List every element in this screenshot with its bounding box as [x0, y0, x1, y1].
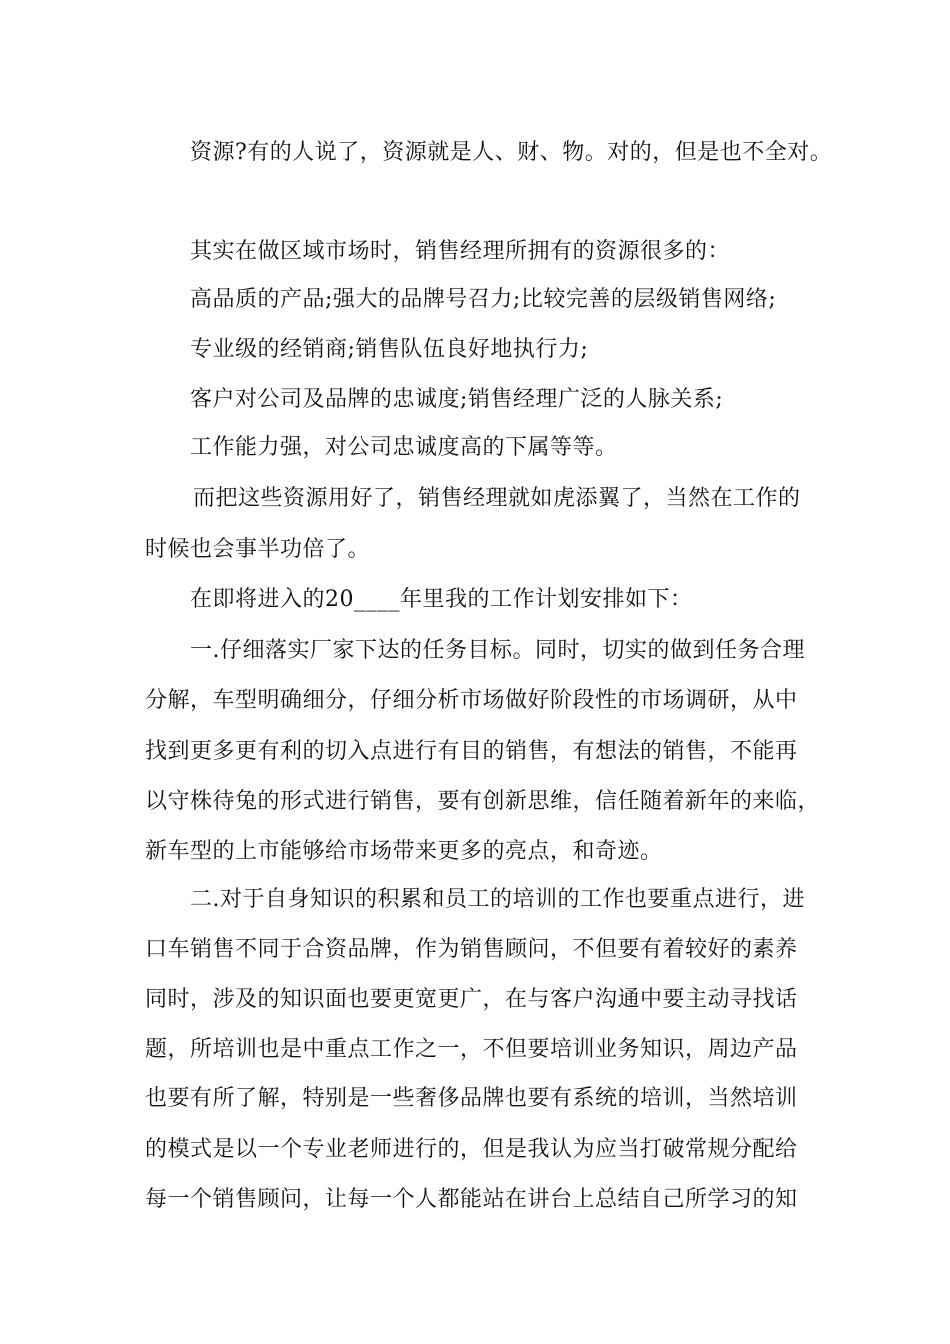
text-line	[0, 1180, 950, 1220]
text-line	[0, 980, 950, 1020]
text-line-content: 在即将进入的20____年里我的工作计划安排如下：	[190, 587, 693, 612]
text-line-content: 同时，涉及的知识面也要更宽更广，在与客户沟通中要主动寻找话	[145, 987, 798, 1012]
text-line-content: 口车销售不同于合资品牌，作为销售顾问，不但要有着较好的素养	[145, 937, 798, 962]
text-line-content: 以守株待兔的形式进行销售，要有创新思维，信任随着新年的来临，	[145, 789, 821, 814]
text-line-content: 时候也会事半功倍了。	[145, 537, 371, 562]
text-line-content: 每一个销售顾问，让每一个人都能站在讲台上总结自己所学习的知	[145, 1187, 798, 1212]
text-line-content: 题，所培训也是中重点工作之一，不但要培训业务知识，周边产品	[145, 1037, 798, 1062]
text-line-content: 其实在做区域市场时，销售经理所拥有的资源很多的：	[190, 239, 731, 264]
text-line	[0, 880, 950, 920]
text-line	[0, 232, 950, 272]
text-line	[0, 1130, 950, 1170]
text-line	[0, 133, 950, 173]
text-line	[0, 1030, 950, 1070]
text-line	[0, 330, 950, 370]
text-line-content: 一.仔细落实厂家下达的任务目标。同时，切实的做到任务合理	[190, 638, 805, 663]
text-line-content: 分解，车型明确细分，仔细分析市场做好阶段性的市场调研，从中	[145, 688, 798, 713]
text-line-content: 也要有所了解，特别是一些奢侈品牌也要有系统的培训，当然培训	[145, 1086, 798, 1111]
text-line	[0, 631, 950, 671]
text-line	[0, 280, 950, 320]
text-line	[0, 428, 950, 468]
text-line-content: 找到更多更有利的切入点进行有目的销售，有想法的销售，不能再	[145, 739, 798, 764]
text-line-content: 新车型的上市能够给市场带来更多的亮点，和奇迹。	[145, 839, 663, 864]
text-line	[0, 732, 950, 772]
text-line	[0, 832, 950, 872]
text-line-content: 二.对于自身知识的积累和员工的培训的工作也要重点进行，进	[190, 887, 805, 912]
text-line-content: 专业级的经销商;销售队伍良好地执行力;	[190, 337, 589, 362]
text-line	[0, 681, 950, 721]
text-line-content: 工作能力强，对公司忠诚度高的下属等等。	[190, 435, 618, 460]
text-line-content: 资源?有的人说了，资源就是人、财、物。对的，但是也不全对。	[190, 140, 833, 165]
text-line	[0, 580, 950, 620]
text-line	[0, 530, 950, 570]
text-line	[0, 782, 950, 822]
text-line	[0, 479, 950, 519]
text-line-content: 客户对公司及品牌的忠诚度;销售经理广泛的人脉关系;	[190, 387, 724, 412]
text-line-content: 而把这些资源用好了，销售经理就如虎添翼了，当然在工作的	[193, 486, 801, 511]
text-line	[0, 1079, 950, 1119]
text-line	[0, 380, 950, 420]
text-line-content: 的模式是以一个专业老师进行的，但是我认为应当打破常规分配给	[145, 1137, 798, 1162]
text-line-content: 高品质的产品;强大的品牌号召力;比较完善的层级销售网络;	[190, 287, 777, 312]
text-line	[0, 930, 950, 970]
